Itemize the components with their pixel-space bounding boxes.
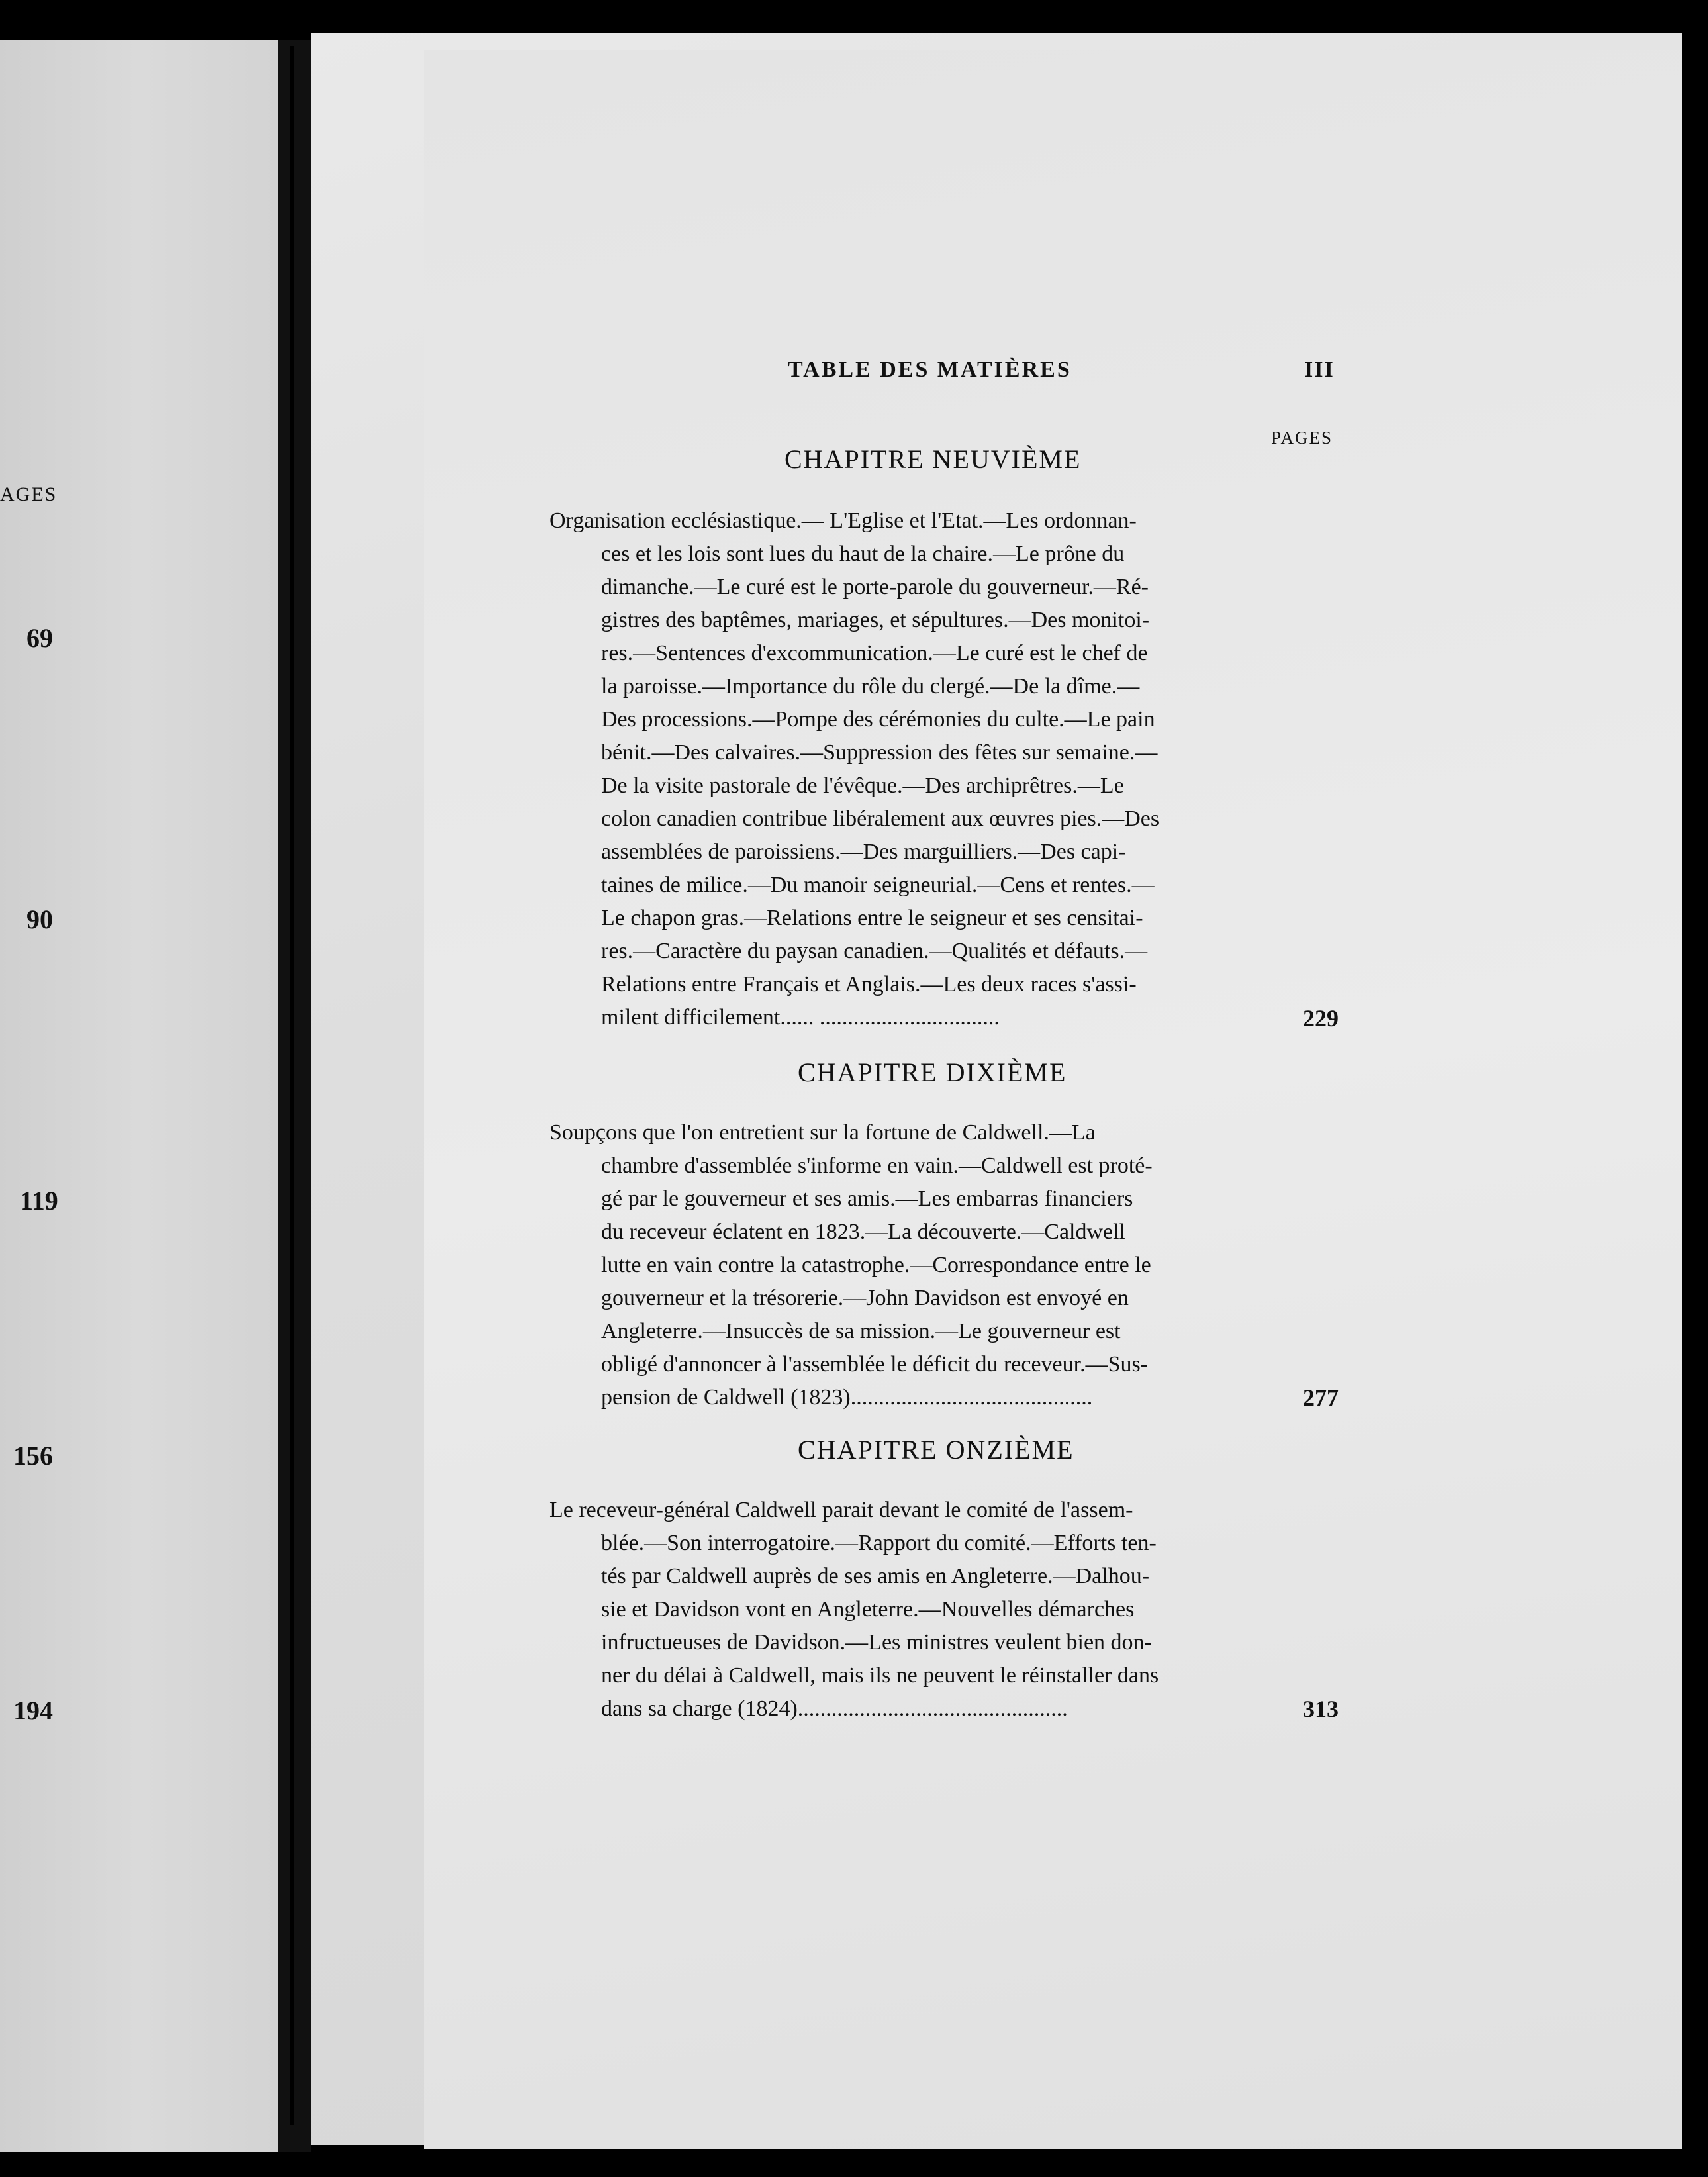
left-page-number: 156 <box>13 1441 53 1471</box>
summary-line: De la visite pastorale de l'évêque.—Des archiprêtres.—Le <box>601 773 1124 798</box>
summary-line: Relations entre Français et Anglais.—Les deux races s'assi- <box>601 972 1137 996</box>
left-page-number: 119 <box>20 1186 58 1216</box>
summary-line: assemblées de paroissiens.—Des marguilliers.—Des capi- <box>601 840 1126 864</box>
summary-line: Soupçons que l'on entretient sur la fortune de Caldwell.—La <box>549 1120 1096 1145</box>
summary-line: Des processions.—Pompe des cérémonies du culte.—Le pain <box>601 707 1155 732</box>
summary-line: ces et les lois sont lues du haut de la chaire.—Le prône du <box>601 542 1125 566</box>
summary-line: taines de milice.—Du manoir seigneurial.—Cens et rentes.— <box>601 873 1155 897</box>
summary-line: pension de Caldwell (1823)........................................... <box>601 1385 1093 1410</box>
summary-line: chambre d'assemblée s'informe en vain.—Caldwell est proté- <box>601 1153 1153 1178</box>
summary-line: lutte en vain contre la catastrophe.—Correspondance entre le <box>601 1253 1151 1277</box>
left-page-number: 90 <box>26 904 53 934</box>
summary-line: infructueuses de Davidson.—Les ministres veulent bien don- <box>601 1630 1152 1655</box>
summary-line: Organisation ecclésiastique.— L'Eglise et l'Etat.—Les ordonnan- <box>549 508 1137 533</box>
summary-line: dans sa charge (1824)................................................ <box>601 1696 1068 1721</box>
summary-line: obligé d'annoncer à l'assemblée le déficit du receveur.—Sus- <box>601 1352 1149 1377</box>
summary-line: colon canadien contribue libéralement aux œuvres pies.—Des <box>601 806 1160 831</box>
chapter-title: CHAPITRE ONZIÈME <box>798 1435 1074 1465</box>
summary-line: du receveur éclatent en 1823.—La découverte.—Caldwell <box>601 1220 1126 1244</box>
summary-line: res.—Caractère du paysan canadien.—Qualités et défauts.— <box>601 939 1148 963</box>
summary-line: Angleterre.—Insuccès de sa mission.—Le gouverneur est <box>601 1319 1121 1343</box>
summary-line: blée.—Son interrogatoire.—Rapport du comité.—Efforts ten- <box>601 1531 1157 1555</box>
chapter-page-number: 313 <box>1303 1696 1339 1722</box>
folio-number: III <box>1304 358 1335 382</box>
summary-line: gé par le gouverneur et ses amis.—Les embarras financiers <box>601 1186 1133 1211</box>
summary-line: bénit.—Des calvaires.—Suppression des fêtes sur semaine.— <box>601 740 1158 765</box>
chapter-summary <box>549 1116 1291 1414</box>
summary-line: dimanche.—Le curé est le porte-parole du gouverneur.—Ré- <box>601 575 1149 599</box>
chapter-summary <box>549 1494 1291 1725</box>
gutter-line <box>290 46 294 2125</box>
chapter-page-number: 229 <box>1303 1005 1339 1032</box>
summary-line: Le chapon gras.—Relations entre le seigneur et ses censitai- <box>601 906 1143 930</box>
running-head: TABLE DES MATIÈRES <box>788 358 1072 382</box>
summary-line: tés par Caldwell auprès de ses amis en Angleterre.—Dalhou- <box>601 1564 1150 1588</box>
chapter-title: CHAPITRE DIXIÈME <box>798 1057 1067 1087</box>
left-pages-heading: AGES <box>0 483 58 505</box>
summary-line: res.—Sentences d'excommunication.—Le curé est le chef de <box>601 641 1148 665</box>
chapter-title: CHAPITRE NEUVIÈME <box>784 444 1082 474</box>
left-page-number: 194 <box>13 1696 53 1725</box>
summary-line: la paroisse.—Importance du rôle du clergé.—De la dîme.— <box>601 674 1140 699</box>
left-page-fragment <box>0 40 278 2152</box>
chapter-summary <box>549 505 1291 1034</box>
summary-line: ner du délai à Caldwell, mais ils ne peuvent le réinstaller dans <box>601 1663 1159 1688</box>
summary-line: sie et Davidson vont en Angleterre.—Nouvelles démarches <box>601 1597 1135 1621</box>
summary-line: milent difficilement...... ................................ <box>601 1005 1000 1030</box>
pages-column-label: PAGES <box>1271 428 1333 448</box>
summary-line: Le receveur-général Caldwell parait devant le comité de l'assem- <box>549 1498 1133 1522</box>
summary-line: gistres des baptêmes, mariages, et sépultures.—Des monitoi- <box>601 608 1150 632</box>
left-page-number: 69 <box>26 623 53 653</box>
chapter-page-number: 277 <box>1303 1384 1339 1411</box>
book-spine <box>278 40 311 2152</box>
summary-line: gouverneur et la trésorerie.—John Davidson est envoyé en <box>601 1286 1129 1310</box>
